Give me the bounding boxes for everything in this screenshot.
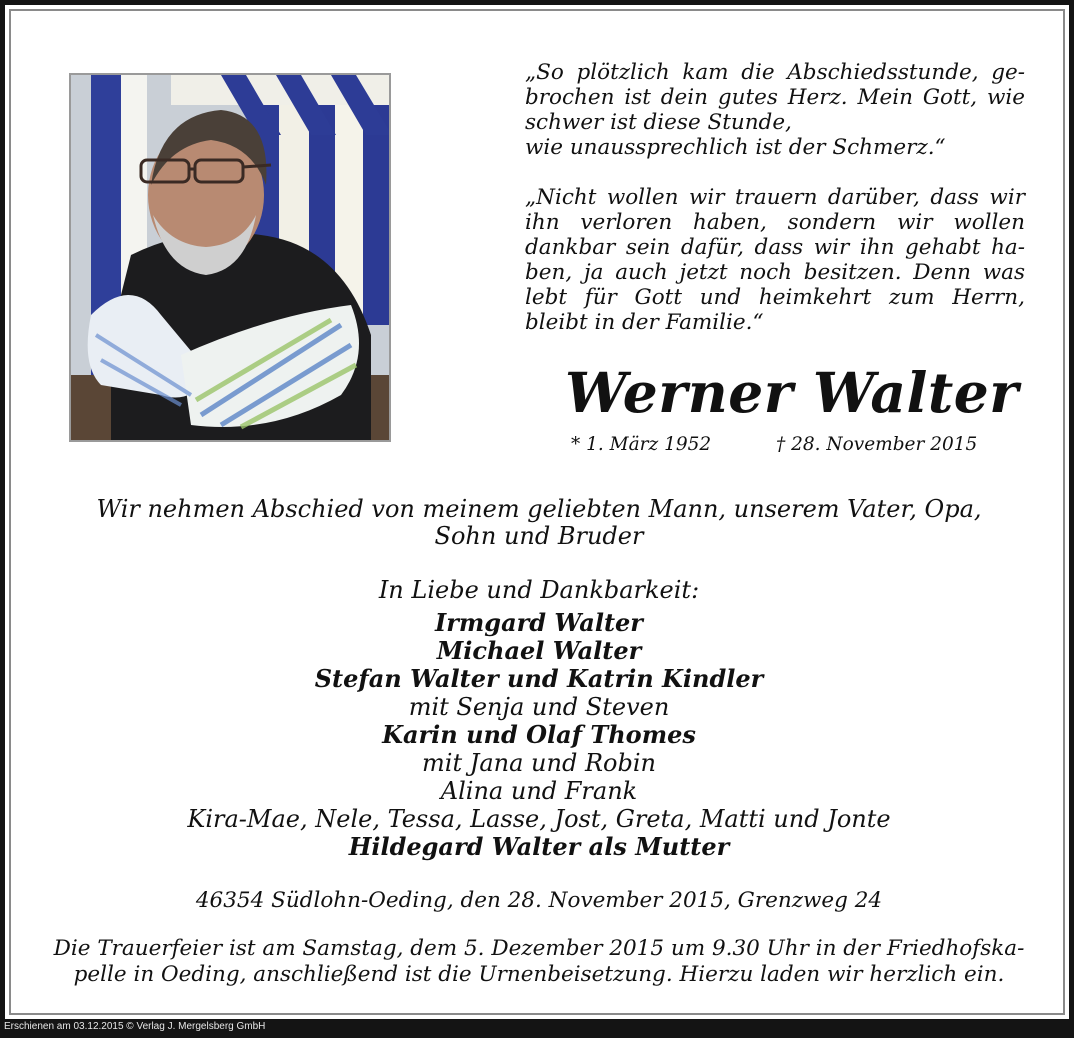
mourner-line: mit Jana und Robin xyxy=(422,749,656,777)
quote-line: schwer ist diese Stunde, xyxy=(525,110,792,135)
quote-line: brochen ist dein gutes Herz. Mein Gott, wie xyxy=(525,85,1025,110)
mourner-line: Irmgard Walter xyxy=(435,608,643,637)
mourner-line: Hildegard Walter als Mutter xyxy=(348,832,730,861)
mourner-line: Alina und Frank xyxy=(440,777,638,805)
quote-line: ihn verloren haben, sondern wir wollen xyxy=(525,210,1025,235)
quote-first xyxy=(525,60,1025,160)
mourner-line: mit Senja und Steven xyxy=(408,693,670,721)
quote-line: „Nicht wollen wir trauern darüber, dass wir xyxy=(525,185,1025,210)
quote-line: „So plötzlich kam die Abschiedsstunde, ge- xyxy=(525,60,1025,85)
mourner-line: Karin und Olaf Thomes xyxy=(382,720,696,749)
farewell-line: Sohn und Bruder xyxy=(434,522,644,550)
address-line: 46354 Südlohn-Oeding, den 28. November 2015, Grenzweg 24 xyxy=(195,888,883,913)
portrait-photo xyxy=(69,73,391,442)
quote-line: bleibt in der Familie.“ xyxy=(525,310,764,335)
quote-line: wie unaussprechlich ist der Schmerz.“ xyxy=(525,135,946,160)
death-date: † 28. November 2015 xyxy=(776,434,978,455)
birth-date: * 1. März 1952 xyxy=(571,434,712,455)
mourner-line: Michael Walter xyxy=(436,636,642,665)
quote-second xyxy=(525,185,1025,335)
mourner-line: Stefan Walter und Katrin Kindler xyxy=(314,664,764,693)
quote-line: dankbar sein dafür, dass wir ihn gehabt ha- xyxy=(525,235,1025,260)
obituary-card xyxy=(5,5,1069,1019)
quote-line: lebt für Gott und heimkehrt zum Herrn, xyxy=(525,285,1025,310)
funeral-line: Die Trauerfeier ist am Samstag, dem 5. Dezember 2015 um 9.30 Uhr in der Friedhofska- xyxy=(53,936,1025,961)
mourners-intro: In Liebe und Dankbarkeit: xyxy=(378,576,700,604)
quote-line: ben, ja auch jetzt noch besitzen. Denn was xyxy=(525,260,1025,285)
farewell-line: Wir nehmen Abschied von meinem geliebten Mann, unserem Vater, Opa, xyxy=(96,495,982,523)
funeral-line: pelle in Oeding, anschließend ist die Urnenbeisetzung. Hierzu laden wir herzlich ein. xyxy=(73,962,1005,987)
publisher-footer: Erschienen am 03.12.2015 © Verlag J. Mergelsberg GmbH xyxy=(4,1021,266,1032)
deceased-name: Werner Walter xyxy=(565,360,1019,425)
mourner-line: Kira-Mae, Nele, Tessa, Lasse, Jost, Greta, Matti und Jonte xyxy=(187,805,891,833)
